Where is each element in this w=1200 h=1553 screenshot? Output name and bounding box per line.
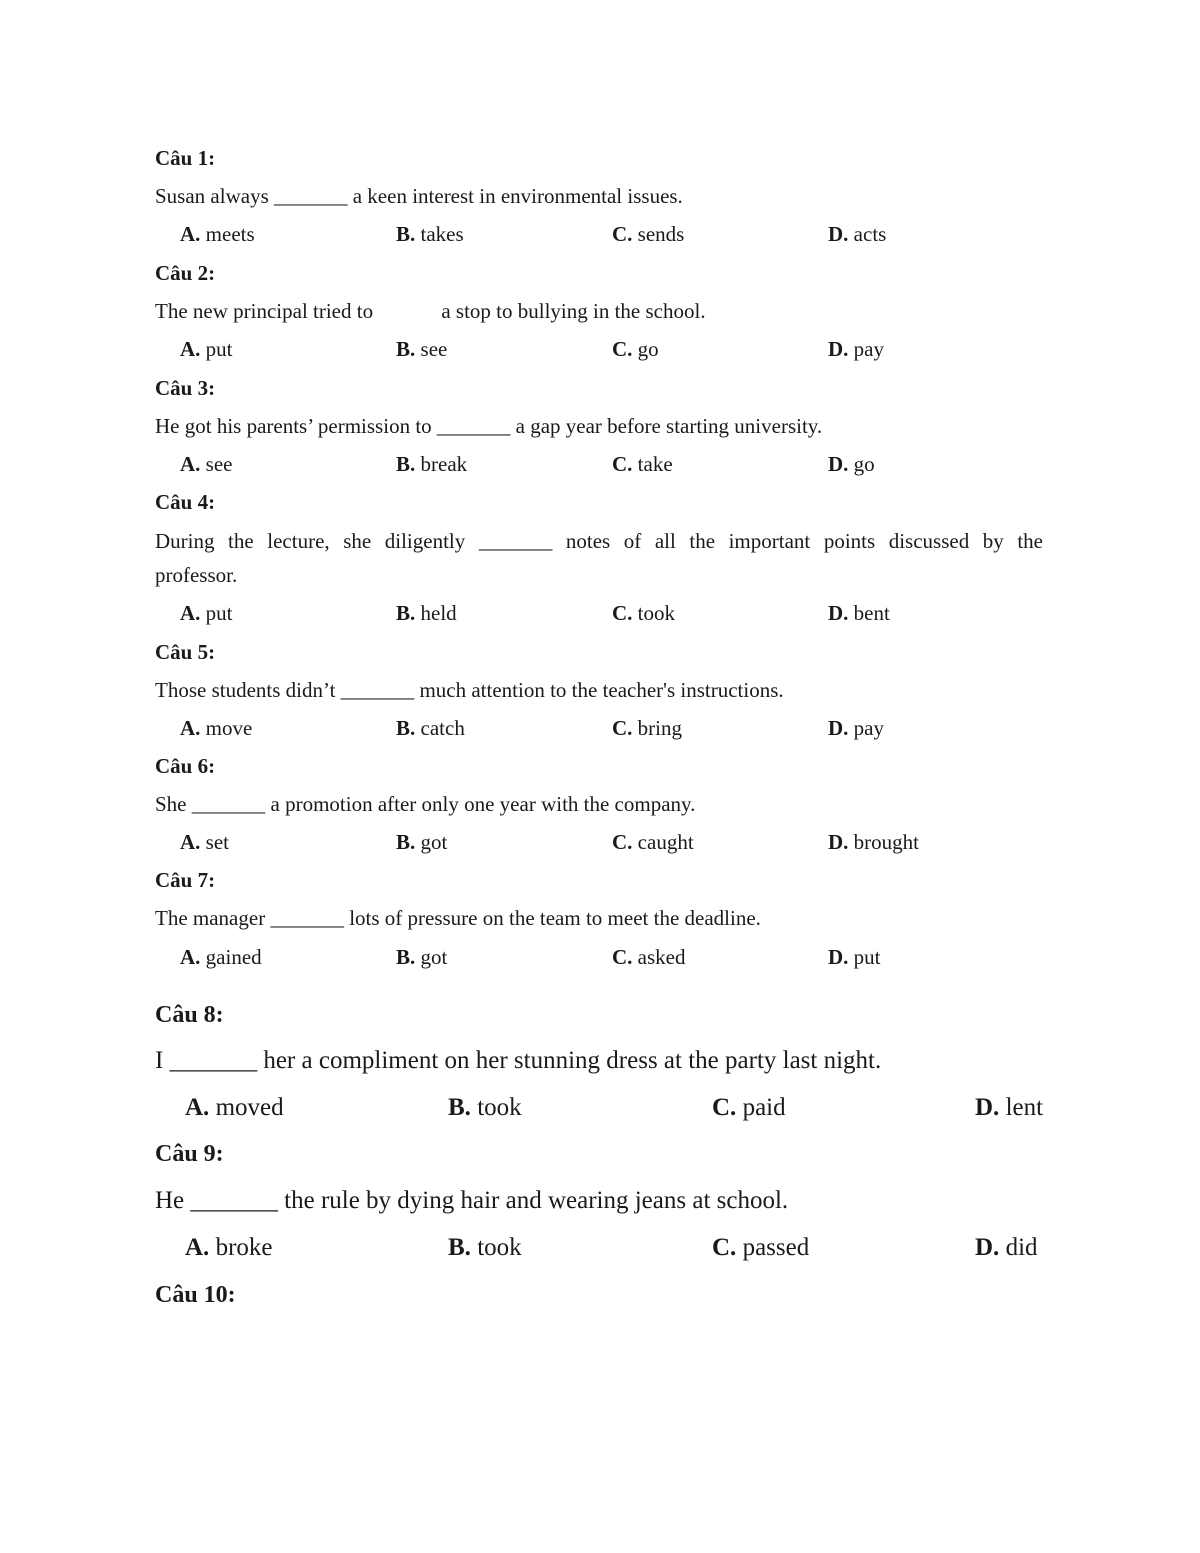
question-8-title: Câu 8: (155, 1002, 224, 1028)
question-5-option-a: A. move (180, 716, 253, 740)
question-7-option-c: C. asked (612, 945, 686, 969)
question-7-option-d: D. put (828, 945, 881, 969)
question-3-option-a: A. see (180, 452, 233, 476)
question-2-option-b: B. see (396, 337, 448, 361)
question-1-text: Susan always _______ a keen interest in environmental issues. (155, 184, 683, 208)
question-1-option-c: C. sends (612, 222, 685, 246)
question-3-option-b: B. break (396, 452, 468, 476)
question-3-title: Câu 3: (155, 376, 216, 400)
question-9-option-a: A. broke (185, 1234, 273, 1261)
question-9-option-b: B. took (448, 1234, 522, 1261)
question-6-text: She _______ a promotion after only one year with the company. (155, 792, 696, 816)
question-9-option-d: D. did (975, 1234, 1038, 1261)
question-5-title: Câu 5: (155, 640, 216, 664)
question-4-option-c: C. took (612, 601, 676, 625)
question-8-option-a: A. moved (185, 1094, 284, 1121)
question-5-text: Those students didn’t _______ much attention to the teacher's instructions. (155, 678, 784, 702)
question-9-text: He _______ the rule by dying hair and wearing jeans at school. (155, 1187, 789, 1214)
question-9-option-c: C. passed (712, 1234, 810, 1261)
question-9-title: Câu 9: (155, 1141, 224, 1167)
question-3-text: He got his parents’ permission to _______ a gap year before starting university. (155, 414, 823, 438)
question-7-title: Câu 7: (155, 868, 216, 892)
question-1-option-d: D. acts (828, 222, 887, 246)
question-7-text: The manager _______ lots of pressure on the team to meet the deadline. (155, 906, 761, 930)
question-10-title: Câu 10: (155, 1282, 236, 1308)
question-1-title: Câu 1: (155, 146, 216, 170)
question-7-option-b: B. got (396, 945, 448, 969)
question-1-option-b: B. takes (396, 222, 464, 246)
question-3-option-c: C. take (612, 452, 673, 476)
question-2-option-a: A. put (180, 337, 233, 361)
question-8-option-d: D. lent (975, 1094, 1044, 1121)
question-5-option-d: D. pay (828, 716, 884, 740)
question-1-option-a: A. meets (180, 222, 255, 246)
question-4-text-line-1: During the lecture, she diligently _______ notes of all the important points discussed by the (155, 529, 1043, 553)
question-4-text-line-2: professor. (155, 563, 238, 587)
question-6-option-a: A. set (180, 830, 229, 854)
question-5-option-b: B. catch (396, 716, 465, 740)
question-8-option-c: C. paid (712, 1094, 786, 1121)
question-8-text: I _______ her a compliment on her stunning dress at the party last night. (155, 1047, 882, 1074)
question-6-option-c: C. caught (612, 830, 694, 854)
question-8-option-b: B. took (448, 1094, 522, 1121)
question-2-option-d: D. pay (828, 337, 884, 361)
question-2-title: Câu 2: (155, 261, 216, 285)
question-3-option-d: D. go (828, 452, 875, 476)
question-2-text: The new principal tried to a stop to bullying in the school. (155, 299, 706, 323)
question-6-option-b: B. got (396, 830, 448, 854)
question-4-option-a: A. put (180, 601, 233, 625)
question-5-option-c: C. bring (612, 716, 682, 740)
question-4-option-b: B. held (396, 601, 457, 625)
question-4-title: Câu 4: (155, 490, 216, 514)
question-7-option-a: A. gained (180, 945, 262, 969)
question-6-option-d: D. brought (828, 830, 919, 854)
question-4-option-d: D. bent (828, 601, 890, 625)
question-2-option-c: C. go (612, 337, 659, 361)
question-6-title: Câu 6: (155, 754, 216, 778)
